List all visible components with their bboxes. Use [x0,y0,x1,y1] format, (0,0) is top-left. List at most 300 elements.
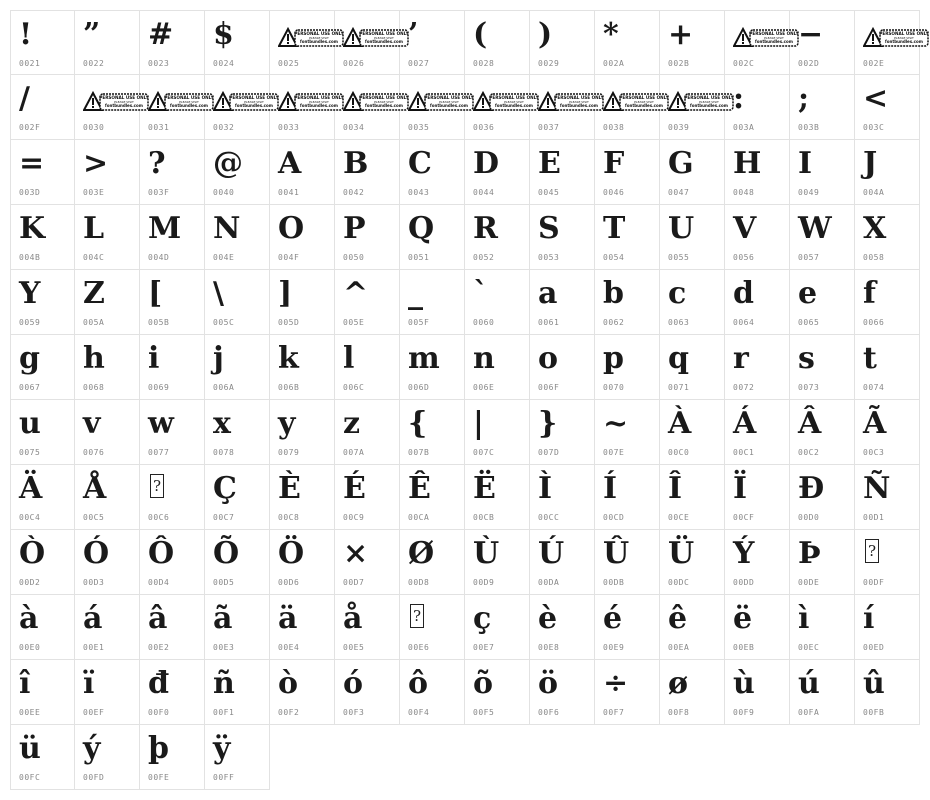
glyph-code: 00E6 [408,643,430,652]
glyph-code: 00E5 [343,643,365,652]
glyph-cell [660,140,725,205]
glyph-char: } [538,406,558,441]
glyph-char: Ø [408,536,435,571]
glyph-code: 0034 [343,123,365,132]
glyph-code: 00C3 [863,448,885,457]
glyph-code: 0062 [603,318,625,327]
glyph-cell [140,75,214,140]
glyph-cell [660,660,725,725]
glyph-char: È [278,471,301,506]
glyph-char: d [733,276,754,311]
glyph-cell [855,270,920,335]
glyph-char: Þ [798,536,821,571]
glyph-code: 00EC [798,643,820,652]
glyph-cell [595,270,660,335]
glyph-code: 00E1 [83,643,105,652]
glyph-char: Ò [19,536,46,571]
glyph-code: 00D5 [213,578,235,587]
glyph-code: 0036 [473,123,495,132]
glyph-code: 00F4 [408,708,430,717]
glyph-char: ý [83,731,101,766]
glyph-cell [400,140,465,205]
glyph-char: Î [668,471,683,506]
glyph-cell [530,335,595,400]
warning-badge-icon [148,91,214,113]
glyph-cell [400,530,465,595]
glyph-char: Ð [798,471,825,506]
glyph-code: 0022 [83,59,105,68]
glyph-cell [205,725,270,790]
glyph-cell [530,400,595,465]
glyph-char: û [863,666,885,701]
glyph-char: K [19,211,46,246]
glyph-cell [140,530,205,595]
glyph-code: 0071 [668,383,690,392]
glyph-cell [660,595,725,660]
glyph-code: 0033 [278,123,300,132]
svg-text:fontbundles.com: fontbundles.com [300,39,338,44]
glyph-cell [530,595,595,660]
glyph-code: 004A [863,188,885,197]
glyph-cell [855,595,920,660]
glyph-cell [465,595,530,660]
glyph-code: 0053 [538,253,560,262]
glyph-char: Â [798,406,822,441]
glyph-char: = [19,146,45,181]
glyph-cell [75,400,140,465]
glyph-code: 002B [668,59,690,68]
glyph-code: 0024 [213,59,235,68]
glyph-cell [465,400,530,465]
glyph-code: 0047 [668,188,690,197]
glyph-cell [205,10,270,75]
glyph-code: 006E [473,383,495,392]
glyph-code: 0026 [343,59,365,68]
svg-text:PLEASE VISIT: PLEASE VISIT [439,100,459,104]
glyph-char: ì [798,601,810,636]
glyph-char: [ [148,276,163,311]
glyph-char: Ã [863,406,887,441]
glyph-char: E [538,146,561,181]
glyph-code: 00C5 [83,513,105,522]
glyph-cell [660,205,725,270]
glyph-char: L [83,211,105,246]
glyph-code: 004B [19,253,41,262]
glyph-cell [530,205,595,270]
svg-text:PLEASE VISIT: PLEASE VISIT [504,100,524,104]
warning-badge-icon [83,91,149,113]
svg-text:PLEASE VISIT: PLEASE VISIT [309,36,329,40]
glyph-code: 00FF [213,773,235,782]
glyph-char: Ä [19,471,43,506]
glyph-char: ( [473,17,488,52]
glyph-code: 00FB [863,708,885,717]
glyph-cell [725,140,790,205]
glyph-char: q [668,341,689,376]
glyph-cell [595,335,660,400]
glyph-char: Y [19,276,41,311]
glyph-cell [400,595,465,660]
svg-text:PERSONAL USE ONLY: PERSONAL USE ONLY [294,95,344,100]
glyph-cell [790,400,855,465]
glyph-cell [855,205,920,270]
glyph-char: é [603,601,623,636]
svg-text:PERSONAL USE ONLY: PERSONAL USE ONLY [99,95,149,100]
svg-text:PERSONAL USE ONLY: PERSONAL USE ONLY [359,95,409,100]
glyph-cell [140,270,205,335]
glyph-code: 005E [343,318,365,327]
glyph-cell [595,465,660,530]
glyph-char: H [733,146,762,181]
glyph-cell [465,140,530,205]
glyph-char: t [863,341,877,376]
glyph-cell [140,205,205,270]
glyph-char: v [83,406,101,441]
glyph-char: A [278,146,302,181]
glyph-cell [465,530,530,595]
glyph-cell [465,335,530,400]
glyph-code: 002E [863,59,885,68]
glyph-char: î [19,666,31,701]
glyph-char: h [83,341,105,376]
glyph-char: ñ [213,666,235,701]
svg-text:PERSONAL USE ONLY: PERSONAL USE ONLY [359,31,409,36]
glyph-cell [205,595,270,660]
missing-glyph-icon: ? [410,604,424,628]
glyph-cell [530,660,595,725]
glyph-code: 00C2 [798,448,820,457]
svg-text:fontbundles.com: fontbundles.com [885,39,923,44]
glyph-code: 003B [798,123,820,132]
glyph-code: 0037 [538,123,560,132]
warning-badge-icon [278,91,344,113]
glyph-code: 00C0 [668,448,690,457]
glyph-char: − [798,17,824,52]
glyph-char: ÿ [213,731,231,766]
glyph-char: N [213,211,241,246]
glyph-cell [725,270,790,335]
glyph-cell [140,725,205,790]
glyph-cell [10,10,75,75]
glyph-cell [790,10,855,75]
glyph-char: + [668,17,694,52]
glyph-cell [530,140,595,205]
glyph-code: 00C1 [733,448,755,457]
glyph-char: f [863,276,876,311]
glyph-cell [10,595,75,660]
glyph-code: 0072 [733,383,755,392]
glyph-code: 00D6 [278,578,300,587]
svg-text:PLEASE VISIT: PLEASE VISIT [244,100,264,104]
glyph-cell [75,595,140,660]
glyph-code: 0078 [213,448,235,457]
glyph-char: ü [19,731,41,766]
glyph-cell [140,465,205,530]
glyph-char: ç [473,601,492,636]
glyph-code: 0052 [473,253,495,262]
glyph-char: ê [668,601,688,636]
glyph-cell [530,530,595,595]
glyph-cell [270,465,335,530]
glyph-code: 00F7 [603,708,625,717]
glyph-code: 00CB [473,513,495,522]
glyph-cell [595,400,660,465]
glyph-char: k [278,341,299,376]
glyph-char: V [733,211,757,246]
glyph-char: É [343,471,366,506]
glyph-code: 00F6 [538,708,560,717]
svg-text:fontbundles.com: fontbundles.com [755,39,793,44]
glyph-char: å [343,601,363,636]
svg-text:PERSONAL USE ONLY: PERSONAL USE ONLY [554,95,604,100]
glyph-code: 00EE [19,708,41,717]
svg-text:PLEASE VISIT: PLEASE VISIT [309,100,329,104]
svg-text:fontbundles.com: fontbundles.com [690,103,728,108]
svg-text:fontbundles.com: fontbundles.com [300,103,338,108]
glyph-cell [855,140,920,205]
glyph-char: ò [278,666,299,701]
glyph-code: 00CA [408,513,430,522]
glyph-char: F [603,146,625,181]
glyph-cell [725,465,790,530]
glyph-code: 0045 [538,188,560,197]
warning-badge-icon [343,91,409,113]
glyph-cell [75,205,140,270]
glyph-char: y [278,406,296,441]
glyph-code: 00E8 [538,643,560,652]
svg-text:PLEASE VISIT: PLEASE VISIT [894,36,914,40]
glyph-code: 006B [278,383,300,392]
glyph-cell [205,205,270,270]
glyph-char: Ó [83,536,110,571]
glyph-cell [10,335,75,400]
glyph-code: 0042 [343,188,365,197]
glyph-code: 0049 [798,188,820,197]
glyph-cell [270,75,344,140]
glyph-char: x [213,406,231,441]
svg-text:PLEASE VISIT: PLEASE VISIT [374,36,394,40]
glyph-char: u [19,406,41,441]
glyph-char: ã [213,601,233,636]
glyph-cell [270,205,335,270]
glyph-cell [335,530,400,595]
glyph-cell [205,270,270,335]
glyph-code: 0030 [83,123,105,132]
glyph-code: 00CC [538,513,560,522]
glyph-char: n [473,341,495,376]
glyph-char: T [603,211,626,246]
glyph-code: 0027 [408,59,430,68]
glyph-code: 00E7 [473,643,495,652]
glyph-cell [530,75,604,140]
glyph-char: Q [408,211,435,246]
glyph-cell [595,595,660,660]
glyph-code: 00DE [798,578,820,587]
glyph-cell [335,270,400,335]
glyph-cell [660,335,725,400]
svg-text:fontbundles.com: fontbundles.com [365,103,403,108]
glyph-code: 007A [343,448,365,457]
glyph-cell [400,335,465,400]
glyph-code: 0035 [408,123,430,132]
glyph-char: X [863,211,887,246]
glyph-char: Ç [213,471,237,506]
glyph-code: 005D [278,318,300,327]
svg-text:fontbundles.com: fontbundles.com [495,103,533,108]
glyph-code: 004C [83,253,105,262]
glyph-char: a [538,276,558,311]
glyph-char: r [733,341,749,376]
glyph-char: ø [668,666,689,701]
glyph-char: B [343,146,369,181]
glyph-cell [400,10,465,75]
glyph-code: 00C4 [19,513,41,522]
glyph-code: 00ED [863,643,885,652]
glyph-cell [400,270,465,335]
glyph-cell [335,10,409,75]
glyph-cell [205,400,270,465]
glyph-char: < [863,81,889,116]
glyph-char: Ë [473,471,496,506]
glyph-code: 00CE [668,513,690,522]
glyph-code: 0025 [278,59,300,68]
svg-text:PERSONAL USE ONLY: PERSONAL USE ONLY [424,95,474,100]
glyph-char: Ê [408,471,431,506]
glyph-char: ú [798,666,820,701]
warning-badge-icon [603,91,669,113]
glyph-cell [75,75,149,140]
svg-text:fontbundles.com: fontbundles.com [365,39,403,44]
glyph-cell [10,465,75,530]
glyph-char: ~ [603,406,629,441]
svg-text:fontbundles.com: fontbundles.com [625,103,663,108]
glyph-cell [790,270,855,335]
svg-text:fontbundles.com: fontbundles.com [105,103,143,108]
glyph-cell [270,140,335,205]
glyph-cell [465,660,530,725]
glyph-code: 0032 [213,123,235,132]
warning-badge-icon [668,91,734,113]
glyph-code: 0068 [83,383,105,392]
glyph-cell [75,140,140,205]
glyph-char: D [473,146,500,181]
glyph-char: õ [473,666,494,701]
glyph-char: J [863,146,878,181]
svg-text:fontbundles.com: fontbundles.com [560,103,598,108]
glyph-code: 00D2 [19,578,41,587]
glyph-code: 0031 [148,123,170,132]
glyph-char: ÷ [603,666,629,701]
glyph-char: i [148,341,160,376]
glyph-cell [790,465,855,530]
glyph-cell [335,595,400,660]
glyph-cell [725,10,799,75]
glyph-cell [75,530,140,595]
glyph-char: è [538,601,558,636]
glyph-code: 00E4 [278,643,300,652]
glyph-cell [855,335,920,400]
glyph-code: 00EB [733,643,755,652]
glyph-cell [205,530,270,595]
glyph-char: ö [538,666,559,701]
glyph-cell [10,660,75,725]
glyph-code: 0029 [538,59,560,68]
svg-text:fontbundles.com: fontbundles.com [235,103,273,108]
glyph-code: 00D4 [148,578,170,587]
svg-text:PERSONAL USE ONLY: PERSONAL USE ONLY [164,95,214,100]
glyph-cell [140,400,205,465]
glyph-code: 00F9 [733,708,755,717]
glyph-code: 00F5 [473,708,495,717]
glyph-cell [140,660,205,725]
glyph-cell [725,660,790,725]
glyph-code: 0051 [408,253,430,262]
glyph-char: Ý [733,536,755,571]
glyph-char: p [603,341,624,376]
glyph-char: $ [213,17,234,52]
glyph-cell [205,335,270,400]
glyph-char: G [668,146,694,181]
glyph-code: 00D3 [83,578,105,587]
svg-text:PERSONAL USE ONLY: PERSONAL USE ONLY [879,31,929,36]
warning-badge-icon [408,91,474,113]
glyph-code: 0069 [148,383,170,392]
glyph-code: 005C [213,318,235,327]
glyph-char: Ü [668,536,695,571]
glyph-char: O [278,211,305,246]
glyph-code: 00C7 [213,513,235,522]
glyph-char: ; [798,81,810,116]
glyph-code: 00EF [83,708,105,717]
glyph-cell [725,205,790,270]
svg-text:PERSONAL USE ONLY: PERSONAL USE ONLY [229,95,279,100]
svg-text:PLEASE VISIT: PLEASE VISIT [114,100,134,104]
glyph-char: Å [83,471,107,506]
glyph-char: w [148,406,174,441]
glyph-char: ë [733,601,753,636]
glyph-char: Ù [473,536,500,571]
glyph-cell [75,660,140,725]
glyph-cell [790,530,855,595]
glyph-cell [205,75,279,140]
glyph-char: W [798,211,832,246]
glyph-cell [660,75,734,140]
glyph-code: 0050 [343,253,365,262]
svg-text:fontbundles.com: fontbundles.com [430,103,468,108]
glyph-cell [725,335,790,400]
glyph-code: 00E3 [213,643,235,652]
glyph-code: 003A [733,123,755,132]
glyph-code: 0054 [603,253,625,262]
warning-badge-icon [473,91,539,113]
svg-text:PERSONAL USE ONLY: PERSONAL USE ONLY [749,31,799,36]
glyph-char: : [733,81,745,116]
glyph-cell [400,660,465,725]
glyph-code: 00D1 [863,513,885,522]
glyph-cell [725,595,790,660]
glyph-code: 0067 [19,383,41,392]
glyph-char: ù [733,666,755,701]
glyph-code: 0041 [278,188,300,197]
glyph-code: 007D [538,448,560,457]
glyph-char: đ [148,666,169,701]
glyph-cell [10,205,75,270]
glyph-char: @ [213,146,243,181]
glyph-char: _ [408,276,423,311]
glyph-code: 0063 [668,318,690,327]
glyph-cell [335,75,409,140]
glyph-char: à [19,601,39,636]
